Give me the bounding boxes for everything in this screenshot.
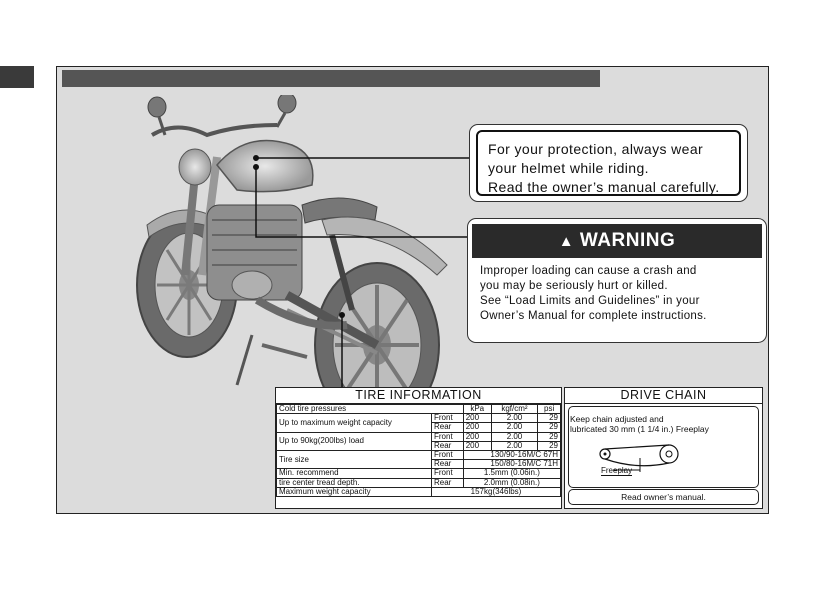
helmet-line-3: Read the owner’s manual carefully.	[488, 179, 720, 195]
cell: 29	[538, 432, 561, 441]
cell: 2.00	[491, 414, 538, 423]
tire-size-rear: 150/80-16M/C 71H	[463, 460, 560, 469]
tread-depth-rear: 2.0mm (0.08in.)	[463, 478, 560, 487]
max-capacity-value: 157kg(346lbs)	[432, 487, 561, 496]
figure-title-bar	[62, 70, 600, 87]
header-psi: psi	[538, 405, 561, 414]
cell: 2.00	[491, 432, 538, 441]
warning-line-1: Improper loading can cause a crash and	[480, 265, 697, 277]
rear-label: Rear	[432, 478, 464, 487]
helmet-warning-label	[469, 124, 748, 202]
drive-chain-title: DRIVE CHAIN	[565, 388, 762, 404]
drive-chain-line-1: Keep chain adjusted and	[570, 414, 664, 424]
min-recommend-label: Min. recommend	[277, 469, 432, 478]
front-label: Front	[432, 450, 464, 459]
cell: 29	[538, 423, 561, 432]
max-capacity-label: Maximum weight capacity	[277, 487, 432, 496]
header-kpa: kPa	[463, 405, 491, 414]
rear-label: Rear	[432, 423, 464, 432]
tire-information-label	[275, 387, 562, 509]
table-row	[277, 469, 561, 478]
header-kgf: kgf/cm²	[491, 405, 538, 414]
load-90-label: Up to 90kg(200lbs) load	[277, 432, 432, 450]
cell: 200	[463, 414, 491, 423]
tire-info-table	[276, 404, 561, 497]
table-row	[277, 487, 561, 496]
tire-info-title: TIRE INFORMATION	[276, 388, 561, 404]
helmet-line-2: your helmet while riding.	[488, 160, 649, 176]
freeplay-label: Freeplay	[601, 466, 633, 475]
warning-line-3: See “Load Limits and Guidelines” in your	[480, 295, 700, 307]
drive-chain-label	[564, 387, 763, 509]
cell: 200	[463, 423, 491, 432]
warning-line-4: Owner’s Manual for complete instructions.	[480, 310, 707, 322]
tread-depth-label: tire center tread depth.	[277, 478, 432, 487]
cell: 200	[463, 432, 491, 441]
cell: 29	[538, 414, 561, 423]
section-tab	[0, 66, 34, 88]
drive-chain-line-2: lubricated 30 mm (1 1/4 in.) Freeplay	[570, 424, 709, 434]
warning-heading	[472, 224, 762, 258]
front-label: Front	[432, 469, 464, 478]
rear-label: Rear	[432, 441, 464, 450]
max-weight-label: Up to maximum weight capacity	[277, 414, 432, 432]
front-label: Front	[432, 414, 464, 423]
warning-line-2: you may be seriously hurt or killed.	[480, 280, 668, 292]
tread-depth-front: 1.5mm (0.06in.)	[463, 469, 560, 478]
front-label: Front	[432, 432, 464, 441]
motorcycle-illustration	[77, 95, 507, 435]
cell: 2.00	[491, 423, 538, 432]
tire-size-label: Tire size	[277, 450, 432, 468]
helmet-line-1: For your protection, always wear	[488, 141, 704, 157]
warning-heading-text: WARNING	[579, 230, 676, 251]
figure-frame	[56, 66, 769, 514]
table-row	[277, 432, 561, 441]
table-row	[277, 478, 561, 487]
warning-triangle-icon: ▲	[558, 233, 575, 250]
load-warning-label	[467, 218, 767, 343]
read-manual-note: Read owner’s manual.	[568, 489, 759, 505]
cell: 29	[538, 441, 561, 450]
cell: 200	[463, 441, 491, 450]
cold-pressure-label: Cold tire pressures	[277, 405, 464, 414]
cell: 2.00	[491, 441, 538, 450]
rear-label: Rear	[432, 460, 464, 469]
tire-size-front: 130/90-16M/C 67H	[463, 450, 560, 459]
